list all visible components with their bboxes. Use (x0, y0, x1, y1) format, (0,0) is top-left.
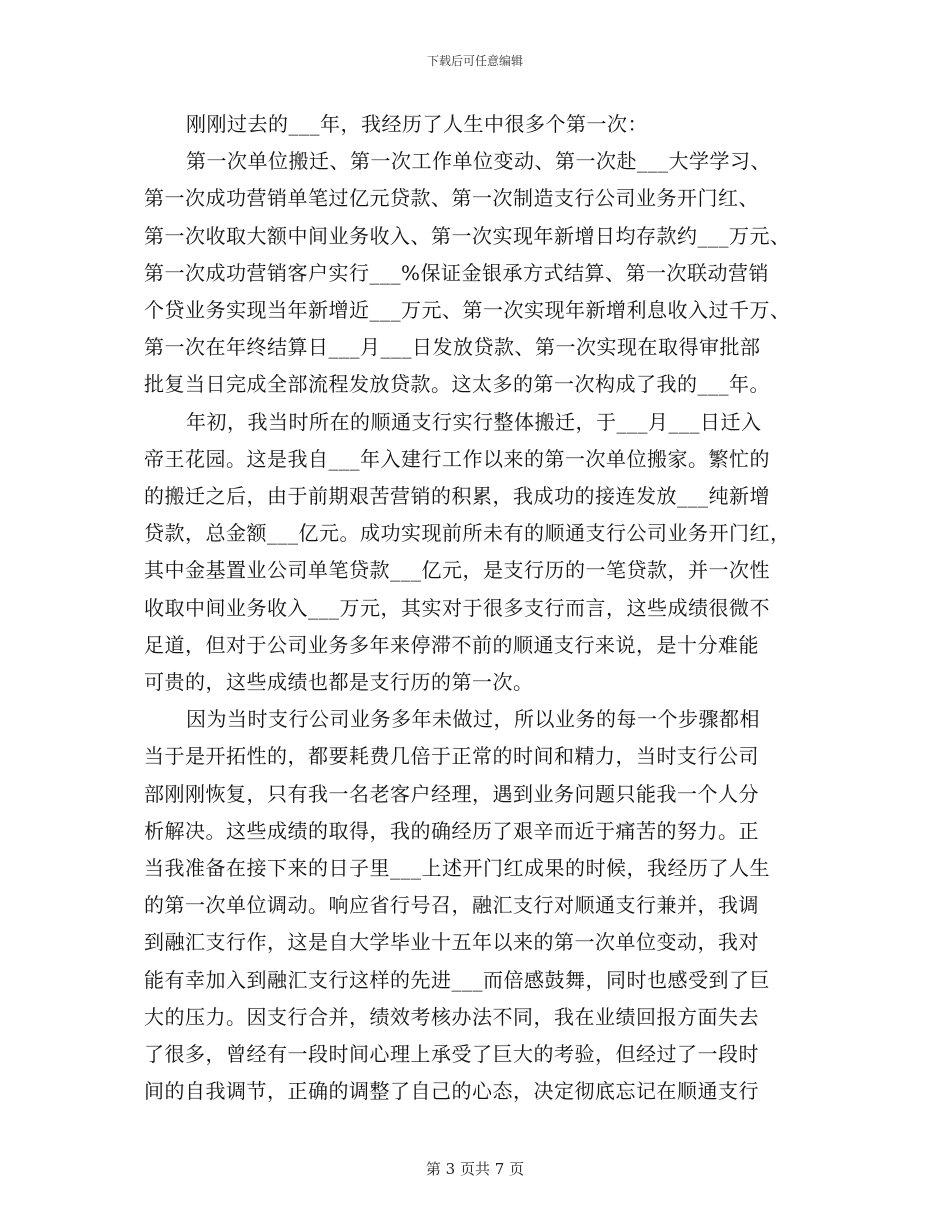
document-line: 可贵的，这些成绩也都是支行历的第一次。 (144, 670, 534, 694)
document-line: 贷款，总金额___亿元。成功实现前所未有的顺通支行公司业务开门红， (144, 521, 791, 546)
document-line: 的搬迁之后，由于前期艰苦营销的积累，我成功的接连发放___纯新增 (144, 484, 770, 508)
document-line: 大的压力。因支行合并，绩效考核办法不同，我在业绩回报方面失去 (144, 1004, 759, 1029)
document-line: 第一次成功营销单笔过亿元贷款、第一次制造支行公司业务开门红、 (144, 186, 759, 211)
document-line: 第一次收取大额中间业务收入、第一次实现年新增日均存款约___万元、 (144, 223, 791, 248)
document-line: 部刚刚恢复，只有我一名老客户经理，遇到业务问题只能我一个人分 (144, 781, 759, 806)
document-line: 当我准备在接下来的日子里___上述开门红成果的时候，我经历了人生 (144, 856, 770, 880)
document-line: 年初，我当时所在的顺通支行实行整体搬迁，于___月___日迁入 (186, 409, 762, 434)
page-number: 第 3 页共 7 页 (425, 1160, 525, 1178)
document-line: 足道，但对于公司业务多年来停滞不前的顺通支行来说，是十分难能 (144, 632, 759, 657)
document-line: 当于是开拓性的，都要耗费几倍于正常的时间和精力，当时支行公司 (144, 744, 759, 769)
document-line: 其中金基置业公司单笔贷款___亿元，是支行历的一笔贷款，并一次性 (144, 558, 770, 583)
document-line: 第一次在年终结算日___月___日发放贷款、第一次实现在取得审批部 (144, 335, 761, 360)
document-line: 的第一次单位调动。响应省行号召，融汇支行对顺通支行兼并，我调 (144, 893, 759, 918)
document-line: 第一次成功营销客户实行___%保证金银承方式结算、第一次联动营销 (144, 260, 770, 285)
document-line: 析解决。这些成绩的取得，我的确经历了艰辛而近于痛苦的努力。正 (144, 818, 759, 843)
document-line: 批复当日完成全部流程发放贷款。这太多的第一次构成了我的___年。 (144, 372, 770, 397)
document-line: 到融汇支行作，这是自大学毕业十五年以来的第一次单位变动，我对 (144, 930, 759, 955)
page-header: 下载后可任意编辑 (426, 54, 523, 68)
document-line: 个贷业务实现当年新增近___万元、第一次实现年新增利息收入过千万、 (144, 298, 791, 322)
document-line: 帝王花园。这是我自___年入建行工作以来的第一次单位搬家。繁忙的 (144, 446, 770, 471)
document-line: 间的自我调节，正确的调整了自己的心态，决定彻底忘记在顺通支行 (144, 1079, 759, 1104)
document-line: 收取中间业务收入___万元，其实对于很多支行而言，这些成绩很微不 (144, 595, 770, 620)
document-line: 能有幸加入到融汇支行这样的先进___而倍感鼓舞，同时也感受到了巨 (144, 967, 770, 992)
document-line: 因为当时支行公司业务多年未做过，所以业务的每一个步骤都相 (186, 707, 760, 732)
document-line: 第一次单位搬迁、第一次工作单位变动、第一次赴___大学学习、 (186, 149, 771, 174)
document-line: 刚刚过去的___年，我经历了人生中很多个第一次： (186, 112, 648, 136)
document-line: 了很多，曾经有一段时间心理上承受了巨大的考验，但经过了一段时 (144, 1042, 759, 1066)
